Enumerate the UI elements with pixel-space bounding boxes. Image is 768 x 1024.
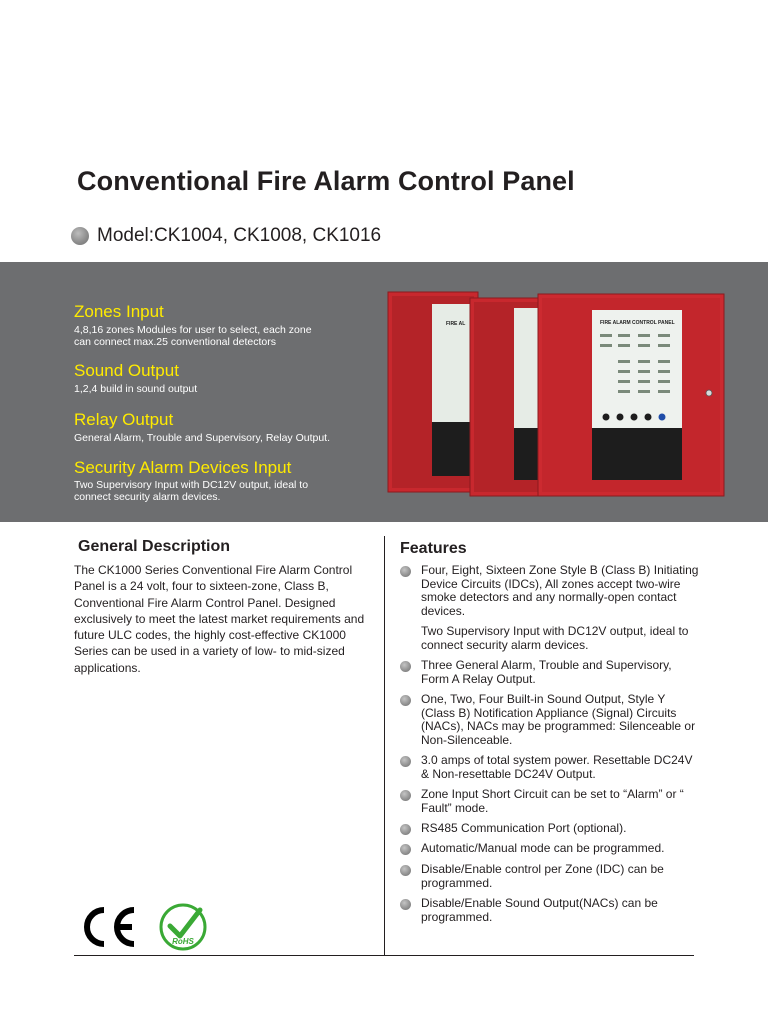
feature-item: [400, 842, 700, 856]
feature-text: Disable/Enable Sound Output(NACs) can be programmed.: [421, 896, 658, 924]
rohs-icon: [158, 902, 210, 952]
spec-line: 4,8,16 zones Modules for user to select, each zone: [74, 324, 312, 336]
spec-heading-security: Security Alarm Devices Input: [74, 458, 292, 477]
spec-band: [0, 262, 768, 522]
panel-front-label: FIRE ALARM CONTROL PANEL: [600, 320, 675, 326]
feature-text: Automatic/Manual mode can be programmed.: [421, 841, 665, 855]
page-title: Conventional Fire Alarm Control Panel: [77, 166, 575, 196]
bullet-icon: [400, 756, 411, 767]
bullet-icon: [400, 865, 411, 876]
feature-text: RS485 Communication Port (optional).: [421, 821, 627, 835]
spec-line: can connect max.25 conventional detectors: [74, 336, 276, 348]
general-description-title: General Description: [78, 538, 231, 555]
spec-line: Two Supervisory Input with DC12V output, ideal to: [74, 479, 309, 491]
spec-line: connect security alarm devices.: [74, 491, 221, 503]
feature-text: 3.0 amps of total system power. Resettable DC24V & Non-resettable DC24V Output.: [421, 753, 693, 781]
bullet-icon: [400, 790, 411, 801]
spec-line: General Alarm, Trouble and Supervisory, Relay Output.: [74, 432, 331, 444]
features-title: Features: [400, 540, 467, 557]
feature-item: [400, 863, 700, 890]
rohs-text: RoHS: [172, 937, 194, 946]
feature-text: One, Two, Four Built-in Sound Output, Style Y (Class B) Notification Appliance (Signal) Circuits (NACs), NACs may be programmed: Silenceable or Non-Silenceable.: [421, 692, 696, 747]
spec-heading-zones: Zones Input: [74, 302, 164, 321]
bullet-icon: [400, 844, 411, 855]
feature-item: [400, 564, 700, 618]
product-image: [0, 262, 768, 522]
ce-mark-icon: [78, 906, 138, 948]
model-text: Model:CK1004, CK1008, CK1016: [97, 225, 382, 246]
feature-item: [400, 625, 700, 652]
feature-text: Two Supervisory Input with DC12V output, ideal to connect security alarm devices.: [421, 624, 689, 652]
bullet-icon: [400, 695, 411, 706]
spec-line: 1,2,4 build in sound output: [74, 383, 198, 395]
spec-heading-relay: Relay Output: [74, 410, 174, 429]
feature-item: [400, 897, 700, 924]
feature-text: Three General Alarm, Trouble and Supervisory, Form A Relay Output.: [421, 658, 672, 686]
panel-back-label: FIRE AL: [446, 321, 466, 327]
feature-item: [400, 788, 700, 815]
bottom-rule: [74, 955, 694, 956]
column-divider: [384, 536, 385, 956]
feature-item: [400, 659, 700, 686]
feature-item: [400, 754, 700, 781]
bullet-icon: [400, 824, 411, 835]
feature-item: [400, 693, 700, 747]
bullet-icon: [400, 899, 411, 910]
bullet-icon: [400, 661, 411, 672]
feature-text: Disable/Enable control per Zone (IDC) can be programmed.: [421, 862, 664, 890]
bullet-icon: [400, 566, 411, 577]
bullet-icon: [71, 227, 89, 245]
spec-heading-sound: Sound Output: [74, 361, 179, 380]
model-row: [71, 224, 381, 248]
feature-item: [400, 822, 700, 836]
general-description-body: The CK1000 Series Conventional Fire Alarm Control Panel is a 24 volt, four to sixteen-zone, Class B, Conventional Fire Alarm Control Panel. Designed exclusively to meet the latest market requirements and future ULC codes, the highly cost-effective CK1000 Series can be used in a variety of low- to mid-sized applications.: [74, 563, 365, 675]
feature-text: Four, Eight, Sixteen Zone Style B (Class B) Initiating Device Circuits (IDCs), All zones accept two-wire smoke detectors and any normally-open contact devices.: [421, 563, 699, 618]
feature-text: Zone Input Short Circuit can be set to “Alarm” or “ Fault” mode.: [421, 787, 684, 815]
control-panel-front: [538, 294, 724, 496]
